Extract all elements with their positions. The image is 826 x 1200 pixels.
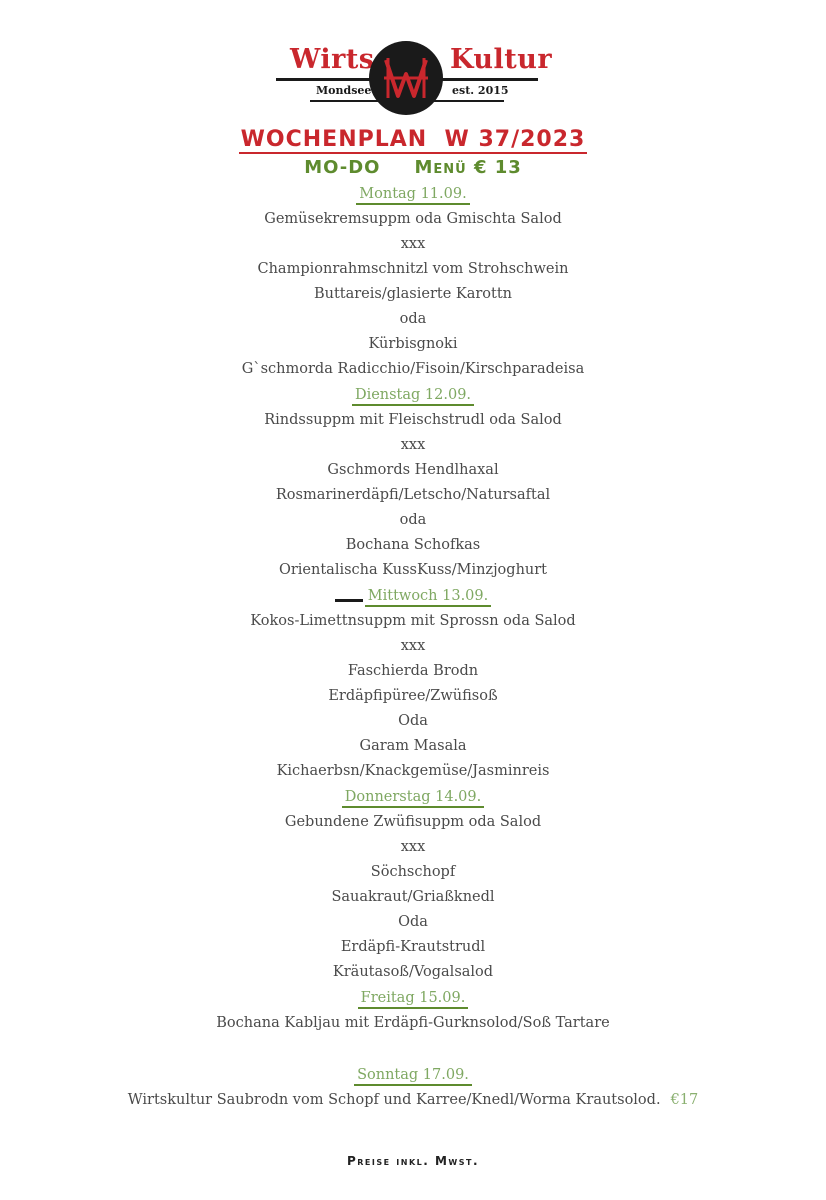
thursday-main-1: Söchschopf	[370, 864, 456, 880]
day-heading-sunday: Sonntag 17.09.	[0, 1065, 826, 1085]
tuesday-or: oda	[399, 512, 427, 528]
wednesday-main-1: Faschierda Brodn	[347, 663, 479, 679]
tuesday-separator: xxx	[400, 437, 426, 453]
menu-label: Menü € 13	[414, 157, 522, 178]
logo-established: est. 2015	[452, 84, 509, 97]
monday-separator: xxx	[400, 236, 426, 252]
monday-main-1: Championrahmschnitzl vom Strohschwein	[257, 261, 569, 277]
logo-word-left: Wirts	[290, 44, 375, 75]
logo-word-right: Kultur	[450, 44, 553, 75]
sunday-main-line	[0, 1090, 826, 1110]
logo-location: Mondsee	[316, 84, 372, 97]
tuesday-side-1: Rosmarinerdäpfi/Letscho/Natursaftal	[275, 487, 551, 503]
tuesday-side-2: Orientalischa KussKuss/Minzjoghurt	[278, 562, 548, 578]
monday-side-1: Buttareis/glasierte Karottn	[313, 286, 513, 302]
wednesday-or: Oda	[398, 713, 428, 729]
monday-or: oda	[399, 311, 427, 327]
day-heading-friday: Freitag 15.09.	[0, 988, 826, 1008]
tuesday-main-2: Bochana Schofkas	[345, 537, 481, 553]
sunday-price: €17	[670, 1092, 699, 1108]
day-heading-tuesday: Dienstag 12.09.	[0, 385, 826, 405]
monday-starter: Gemüsekremsuppm oda Gmischta Salod	[264, 211, 562, 227]
week-plan-title: WOCHENPLAN W 37/2023	[240, 127, 586, 152]
thursday-separator: xxx	[400, 839, 426, 855]
wednesday-side-1: Erdäpfipüree/Zwüfisoß	[328, 688, 498, 704]
price-note: Preise inkl. Mwst.	[346, 1154, 480, 1168]
thursday-starter: Gebundene Zwüfisuppm oda Salod	[284, 814, 542, 830]
tuesday-main-1: Gschmords Hendlhaxal	[327, 462, 499, 478]
wednesday-starter: Kokos-Limettnsuppm mit Sprossn oda Salod	[250, 613, 576, 629]
black-underline-mark	[335, 598, 363, 602]
wednesday-separator: xxx	[400, 638, 426, 654]
monday-side-2: G`schmorda Radicchio/Fisoin/Kirschparadeisa	[241, 361, 585, 377]
day-heading-thursday: Donnerstag 14.09.	[0, 787, 826, 807]
day-heading-monday: Montag 11.09.	[0, 184, 826, 204]
thursday-or: Oda	[398, 914, 428, 930]
logo-emblem-icon	[368, 40, 444, 116]
thursday-side-1: Sauakraut/Griaßknedl	[331, 889, 495, 905]
menu-price-line	[0, 156, 826, 180]
days-range: MO-DO	[304, 157, 381, 178]
friday-main: Bochana Kabljau mit Erdäpfi-Gurknsolod/Soß Tartare	[216, 1015, 610, 1031]
day-heading-wednesday: Mittwoch 13.09.	[0, 586, 826, 606]
wirtskultur-logo	[276, 38, 553, 122]
monday-main-2: Kürbisgnoki	[368, 336, 458, 352]
wednesday-side-2: Kichaerbsn/Knackgemüse/Jasminreis	[276, 763, 550, 779]
thursday-main-2: Erdäpfi-Krautstrudl	[340, 939, 486, 955]
sunday-main: Wirtskultur Saubrodn vom Schopf und Karree/Knedl/Worma Krautsolod.	[127, 1092, 661, 1108]
thursday-side-2: Kräutasoß/Vogalsalod	[332, 964, 494, 980]
tuesday-starter: Rindssuppm mit Fleischstrudl oda Salod	[264, 412, 562, 428]
wednesday-main-2: Garam Masala	[359, 738, 467, 754]
